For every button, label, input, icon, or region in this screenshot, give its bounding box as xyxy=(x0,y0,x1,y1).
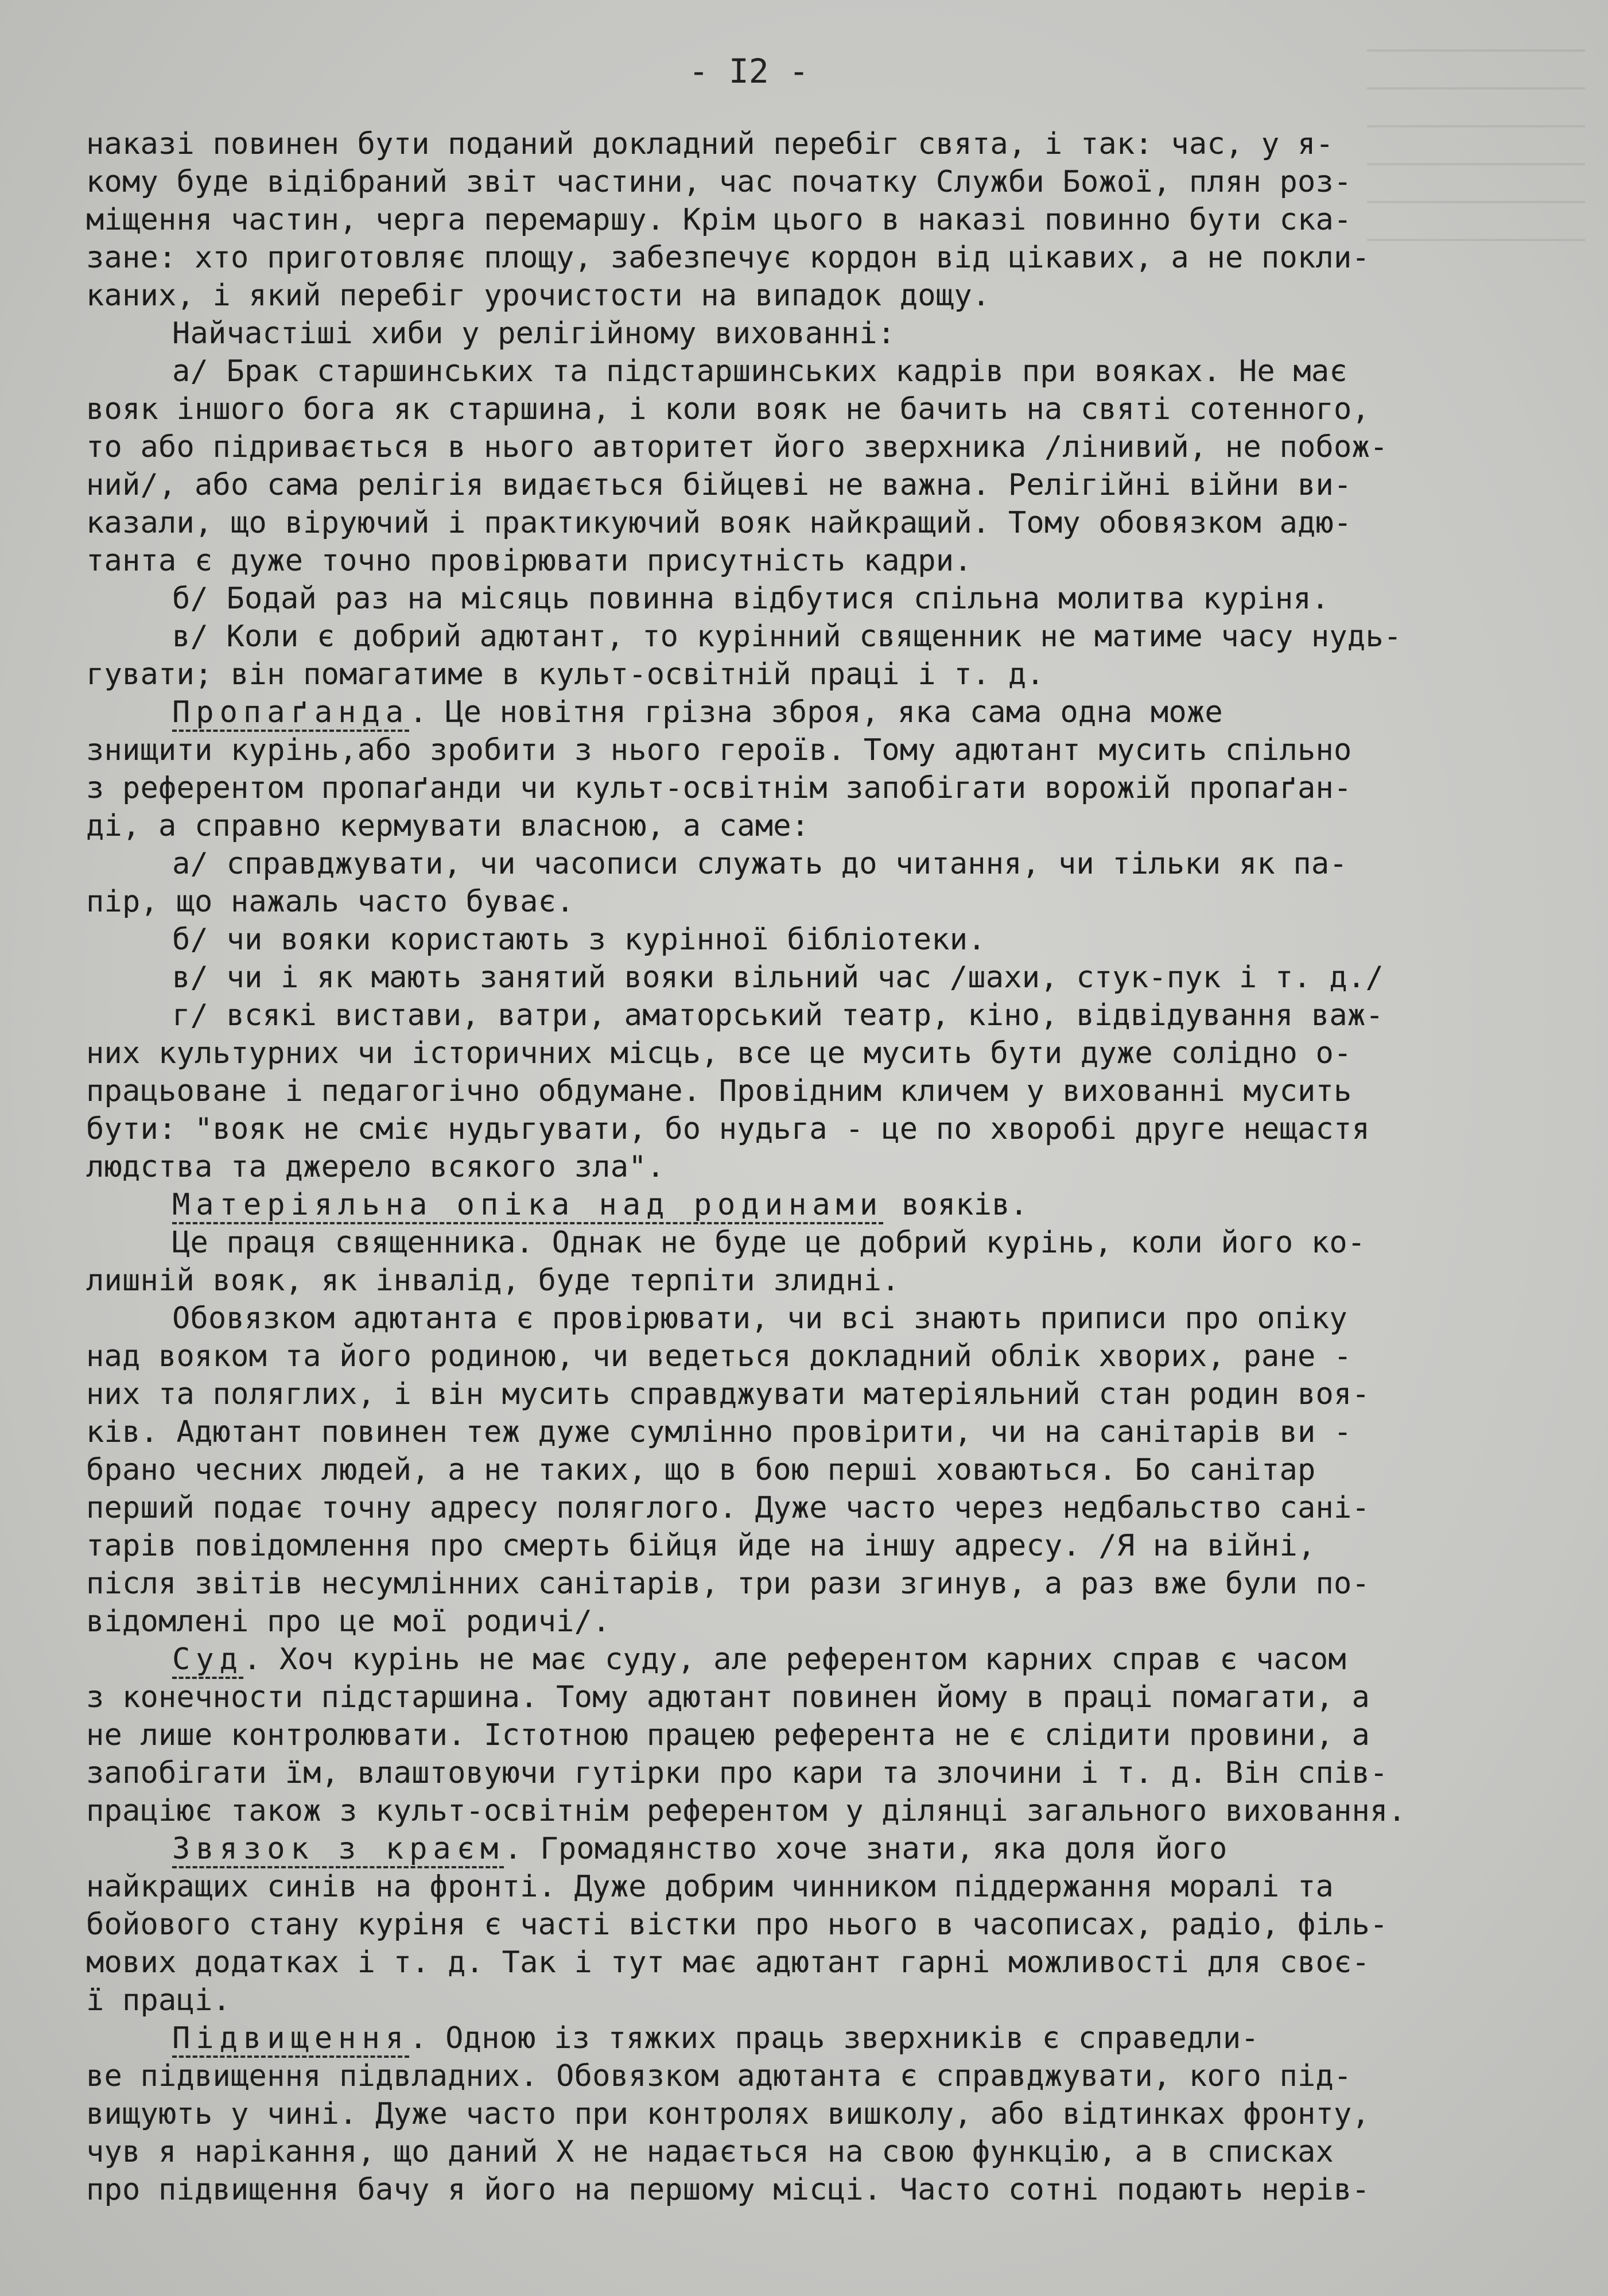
text-line xyxy=(86,315,1532,352)
text-line xyxy=(86,1110,1532,1148)
text-line xyxy=(86,390,1532,428)
text-line xyxy=(86,352,1532,390)
text-line xyxy=(86,542,1532,580)
text-line xyxy=(86,807,1532,845)
text-line xyxy=(86,1716,1532,1754)
line-text: пір, що нажаль часто буває. xyxy=(86,885,574,919)
text-line xyxy=(86,163,1532,201)
text-line xyxy=(86,1337,1532,1375)
line-text: тарів повідомлення про смерть бійця йде на іншу адресу. /Я на війні, xyxy=(86,1529,1316,1563)
line-text: Це праця священника. Однак не буде це добрий курінь, коли його ко- xyxy=(172,1225,1366,1260)
text-line xyxy=(86,2057,1532,2095)
text-line xyxy=(86,1413,1532,1451)
line-text: праціює також з культ-освітнім референтом у ділянці загального виховання. xyxy=(86,1794,1406,1828)
text-line xyxy=(86,1224,1532,1262)
text-line xyxy=(86,1072,1532,1110)
line-text: перший подає точну адресу поляглого. Дуже часто через недбальство сані- xyxy=(86,1491,1370,1525)
text-line xyxy=(86,2133,1532,2171)
line-text: бути: "вояк не сміє нудьгувати, бо нудьга - це по хворобі друге нещастя xyxy=(86,1112,1370,1146)
text-line xyxy=(86,1754,1532,1792)
body-text xyxy=(86,125,1532,2209)
line-text: про підвищення бачу я його на першому місці. Часто сотні подають нерів- xyxy=(86,2173,1370,2207)
section-heading: Суд xyxy=(172,1642,243,1679)
line-text: . Громадянство хоче знати, яка доля його xyxy=(504,1832,1228,1866)
line-text: кому буде відібраний звіт частини, час початку Служби Божої, плян роз- xyxy=(86,165,1352,199)
text-line xyxy=(86,1981,1532,2019)
line-text: не лише контролювати. Істотною працею референта не є слідити провини, а xyxy=(86,1718,1370,1752)
line-text: них та поляглих, і він мусить справджувати матеріяльний стан родин воя- xyxy=(86,1377,1370,1411)
text-line xyxy=(86,277,1532,315)
line-text: ї праці. xyxy=(86,1983,231,2018)
line-text: відомлені про це мої родичі/. xyxy=(86,1604,611,1639)
line-text: то або підривається в нього авторитет його зверхника /лінивий, не побож- xyxy=(86,430,1388,464)
line-text: гувати; він помагатиме в культ-освітній праці і т. д. xyxy=(86,657,1044,692)
text-line xyxy=(86,845,1532,883)
text-line xyxy=(86,1451,1532,1489)
line-text: ків. Адютант повинен теж дуже сумлінно провірити, чи на санітарів ви - xyxy=(86,1415,1352,1449)
text-line xyxy=(86,1148,1532,1186)
text-line xyxy=(86,2095,1532,2133)
text-line xyxy=(86,1830,1532,1868)
section-heading: Звязок з краєм xyxy=(172,1832,504,1868)
text-line xyxy=(86,201,1532,239)
text-line xyxy=(86,1603,1532,1640)
line-text: після звітів несумлінних санітарів, три рази згинув, а раз вже були по- xyxy=(86,1566,1370,1601)
text-line xyxy=(86,1527,1532,1565)
text-line xyxy=(86,125,1532,163)
text-line xyxy=(86,428,1532,466)
line-text: в/ Коли є добрий адютант, то курінний священник не матиме часу нудь- xyxy=(172,619,1402,654)
line-text: найкращих синів на фронті. Дуже добрим чинником піддержання моралі та xyxy=(86,1870,1334,1904)
line-text: ний/, або сама релігія видається бійцеві не важна. Релігійні війни ви- xyxy=(86,468,1352,502)
line-text: людства та джерело всякого зла". xyxy=(86,1150,665,1184)
text-line xyxy=(86,1262,1532,1300)
line-text: зане: хто приготовляє площу, забезпечує кордон від цікавих, а не покли- xyxy=(86,241,1370,275)
text-line xyxy=(86,1186,1532,1224)
line-text: а/ справджувати, чи часописи служать до читання, чи тільки як па- xyxy=(172,847,1347,881)
line-text: з референтом пропаґанди чи культ-освітнім запобігати ворожій пропаґан- xyxy=(86,771,1352,805)
line-text: лишній вояк, як інвалід, буде терпіти злидні. xyxy=(86,1263,900,1298)
line-text: в/ чи і як мають занятий вояки вільний час /шахи, стук-пук і т. д./ xyxy=(172,960,1384,995)
line-text: вищують у чині. Дуже часто при контролях вишколу, або відтинках фронту, xyxy=(86,2097,1370,2131)
line-text: б/ Бодай раз на місяць повинна відбутися спільна молитва куріня. xyxy=(172,581,1330,616)
line-text: казали, що віруючий і практикуючий вояк найкращий. Тому обовязком адю- xyxy=(86,506,1352,540)
text-line xyxy=(86,1868,1532,1906)
text-line xyxy=(86,2019,1532,2057)
text-line xyxy=(86,1944,1532,1981)
line-text: чув я нарікання, що даний Х не надається на свою функцію, а в списках xyxy=(86,2135,1334,2169)
text-line xyxy=(86,1565,1532,1603)
page-number: - I2 - xyxy=(689,52,809,91)
text-line xyxy=(86,618,1532,656)
line-text: над вояком та його родиною, чи ведеться докладний облік хворих, ране - xyxy=(86,1339,1352,1374)
line-text: них культурних чи історичних місць, все це мусить бути дуже солідно о- xyxy=(86,1036,1352,1071)
line-text: Найчастіші хиби у релігійному вихованні: xyxy=(172,316,896,351)
text-line xyxy=(86,996,1532,1034)
section-heading: Підвищення xyxy=(172,2021,409,2058)
text-line xyxy=(86,1034,1532,1072)
line-text: . Одною із тяжких праць зверхників є справедли- xyxy=(409,2021,1259,2055)
text-line xyxy=(86,1375,1532,1413)
text-line xyxy=(86,656,1532,693)
line-text: г/ всякі вистави, ватри, аматорський театр, кіно, відвідування важ- xyxy=(172,998,1384,1033)
text-line xyxy=(86,1906,1532,1944)
line-text: працьоване і педагогічно обдумане. Провідним кличем у вихованні мусить xyxy=(86,1074,1352,1108)
text-line xyxy=(86,239,1532,277)
line-text: запобігати їм, влаштовуючи гутірки про кари та злочини і т. д. Він спів- xyxy=(86,1756,1388,1790)
text-line xyxy=(86,1489,1532,1527)
line-text: мових додатках і т. д. Так і тут має адютант гарні можливості для своє- xyxy=(86,1945,1370,1980)
line-text: наказі повинен бути поданий докладний перебіг свята, і так: час, у я- xyxy=(86,127,1334,161)
line-text: вояків. xyxy=(883,1188,1028,1222)
line-text: каних, і який перебіг урочистости на випадок дощу. xyxy=(86,278,991,313)
line-text: вояк іншого бога як старшина, і коли вояк не бачить на святі сотенного, xyxy=(86,392,1370,426)
text-line xyxy=(86,769,1532,807)
text-line xyxy=(86,504,1532,542)
line-text: знищити курінь,або зробити з нього героїв. Тому адютант мусить спільно xyxy=(86,733,1352,767)
line-text: ді, а справно кермувати власною, а саме: xyxy=(86,809,810,843)
text-line xyxy=(86,1792,1532,1830)
line-text: а/ Брак старшинських та підстаршинських кадрів при вояках. Не має xyxy=(172,354,1347,389)
text-line xyxy=(86,1678,1532,1716)
line-text: ве підвищення підвладних. Обовязком адютанта є справджувати, кого під- xyxy=(86,2059,1352,2093)
section-heading: Пропаґанда xyxy=(172,695,409,732)
line-text: . Це новітня грізна зброя, яка сама одна може xyxy=(409,695,1223,730)
line-text: міщення частин, черга перемаршу. Крім цього в наказі повинно бути ска- xyxy=(86,203,1352,237)
line-text: танта є дуже точно провірювати присутність кадри. xyxy=(86,544,972,578)
text-line xyxy=(86,959,1532,996)
line-text: Обовязком адютанта є провірювати, чи всі знають приписи про опіку xyxy=(172,1301,1347,1336)
text-line xyxy=(86,921,1532,959)
text-line xyxy=(86,580,1532,618)
line-text: . Хоч курінь не має суду, але референтом карних справ є часом xyxy=(243,1642,1346,1677)
section-heading: Матеріяльна опіка над родинами xyxy=(172,1188,883,1224)
text-line xyxy=(86,466,1532,504)
text-line xyxy=(86,1640,1532,1678)
line-text: брано чесних людей, а не таких, що в бою перші ховаються. Бо санітар xyxy=(86,1453,1316,1487)
text-line xyxy=(86,693,1532,731)
line-text: бойового стану куріня є часті вістки про нього в часописах, радіо, філь- xyxy=(86,1907,1388,1942)
text-line xyxy=(86,2171,1532,2209)
text-line xyxy=(86,1300,1532,1337)
text-line xyxy=(86,731,1532,769)
text-line xyxy=(86,883,1532,921)
line-text: з конечности підстаршина. Тому адютант повинен йому в праці помагати, а xyxy=(86,1680,1370,1715)
line-text: б/ чи вояки користають з курінної бібліотеки. xyxy=(172,922,986,957)
